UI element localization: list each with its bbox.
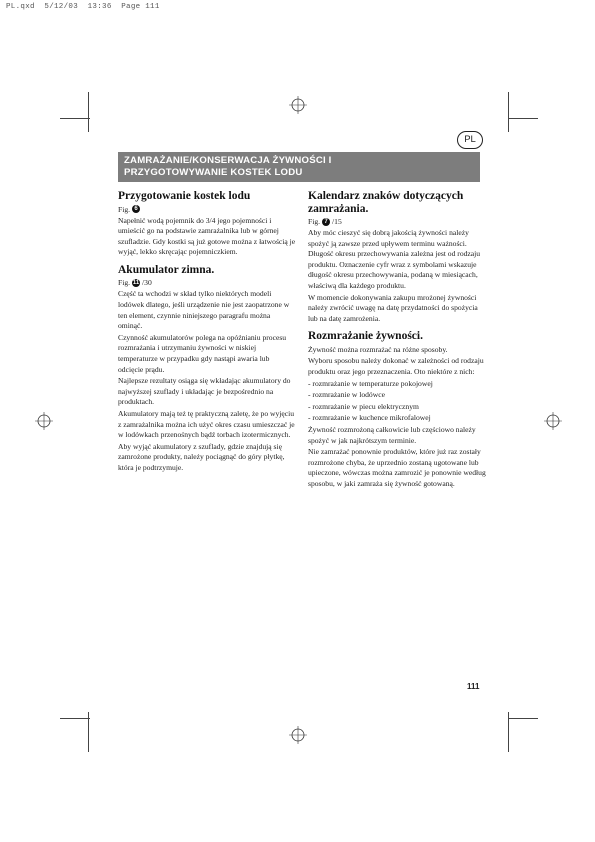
language-badge: PL — [457, 131, 483, 149]
paragraph: Część ta wchodzi w skład tylko niektórych modeli lodówek dlatego, jeśli urządzenie nie jest zaopatrzone w ten element, czynnie niniejszego paragrafu można ominąć. — [118, 289, 290, 331]
fig-label: Fig. — [308, 217, 321, 226]
list-item: - rozmrażanie w lodówce — [308, 390, 385, 400]
paragraph: Najlepsze rezultaty osiąga się wkładając akumulatory do najwyższej szuflady i układając je bezpośrednio na produktach. — [118, 376, 291, 407]
fig-suffix: /15 — [332, 217, 342, 226]
paragraph: Nie zamrażać ponownie produktów, które już raz zostały rozmrożone chyba, że uprzednio zostaną ugotowane lub upieczone, wówczas można zamrozić je ponownie według sposobu, w jaki zamraża się żywność gotowaną. — [308, 447, 486, 488]
figure-reference — [118, 205, 296, 214]
fig-suffix: /30 — [142, 278, 152, 288]
banner-line-2: PRZYGOTOWYWANIE KOSTEK LODU — [124, 166, 303, 178]
list-item: - rozmrażanie w piecu elektrycznym — [308, 401, 419, 411]
paragraph: Czynność akumulatorów polega na opóźnianiu procesu rozmrażania i utrzymaniu żywności w niskiej temperaturze w przypadku gdy nastąpi awaria lub odcięcie prądu. — [118, 332, 287, 374]
list-item: - rozmrażanie w kuchence mikrofalowej — [308, 413, 431, 423]
figure-number-badge: 7 — [322, 218, 330, 226]
section-heading: Przygotowanie kostek lodu — [118, 190, 251, 202]
print-slug: PL.qxd 5/12/03 13:36 Page 111 — [6, 3, 160, 11]
paragraph: Wyboru sposobu należy dokonać w zależności od rodzaju produktu oraz jego przeznaczenia. Oto niektóre z nich: — [308, 356, 484, 377]
paragraph: Aby wyjąć akumulatory z szuflady, gdzie znajdują się zamrożone produkty, należy pociągnąć do góry płytkę, która je podtrzymuje. — [118, 441, 285, 472]
registration-mark-icon — [544, 412, 562, 430]
left-column — [118, 190, 296, 474]
list-item: - rozmrażanie w temperaturze pokojowej — [308, 378, 433, 388]
registration-mark-icon — [289, 96, 307, 114]
paragraph: Aby móc cieszyć się dobrą jakością żywności należy spożyć ją zawsze przed upływem terminu ważności. Długość okresu przechowywania zależna jest od rodzaju produktu. Oznaczenie cyfr wraz z symbolami wskazuje długość okresu przechowywania, podaną w miesiącach, właściwą dla każdego produktu. — [308, 228, 481, 290]
crop-mark — [508, 718, 538, 719]
figure-reference — [118, 278, 296, 287]
page-number: 111 — [467, 682, 480, 691]
figure-number-badge: 6 — [132, 205, 140, 213]
crop-mark — [60, 718, 90, 719]
paragraph: Akumulatory mają też tę praktyczną zaletę, że po wyjęciu z zamrażalnika można ich użyć okres czasu umieszczać je w lodówkach przenośnych bądź torbach izotermicznych. — [118, 408, 295, 440]
registration-mark-icon — [289, 726, 307, 744]
crop-mark — [88, 92, 89, 132]
paragraph: Napełnić wodą pojemnik do 3/4 jego pojemności i umieścić go na podstawie zamrażalnika lub w górnej szufladzie. Gdy kostki są już gotowe można z łatwością je wyjąć, lekko skręcając pojemniczkiem. — [118, 215, 296, 257]
figure-number-badge: 11 — [132, 279, 140, 286]
section-heading: Kalendarz znaków dotyczących zamrażania. — [308, 190, 464, 215]
banner-line-1: ZAMRAŻANIE/KONSERWACJA ŻYWNOŚCI I — [124, 155, 332, 166]
paragraph: W momencie dokonywania zakupu mrożonej żywności należy zwrócić uwagę na datę przydatności do spożycia lub na datę zamrożenia. — [308, 292, 478, 323]
registration-mark-icon — [35, 412, 53, 430]
paragraph: Żywność można rozmrażać na różne sposoby. — [308, 344, 448, 354]
section-banner — [118, 152, 480, 182]
section-heading: Akumulator zimna. — [118, 263, 215, 276]
section-heading: Rozmrażanie żywności. — [308, 330, 423, 343]
figure-reference — [308, 217, 486, 226]
fig-label: Fig. — [118, 204, 131, 214]
crop-mark — [508, 92, 509, 132]
crop-mark — [508, 118, 538, 119]
paragraph: Żywność rozmrożoną całkowicie lub częściowo należy spożyć w jak najkrótszym terminie. — [308, 425, 476, 445]
crop-mark — [60, 118, 90, 119]
right-column — [308, 190, 486, 491]
fig-label: Fig. — [118, 278, 131, 288]
